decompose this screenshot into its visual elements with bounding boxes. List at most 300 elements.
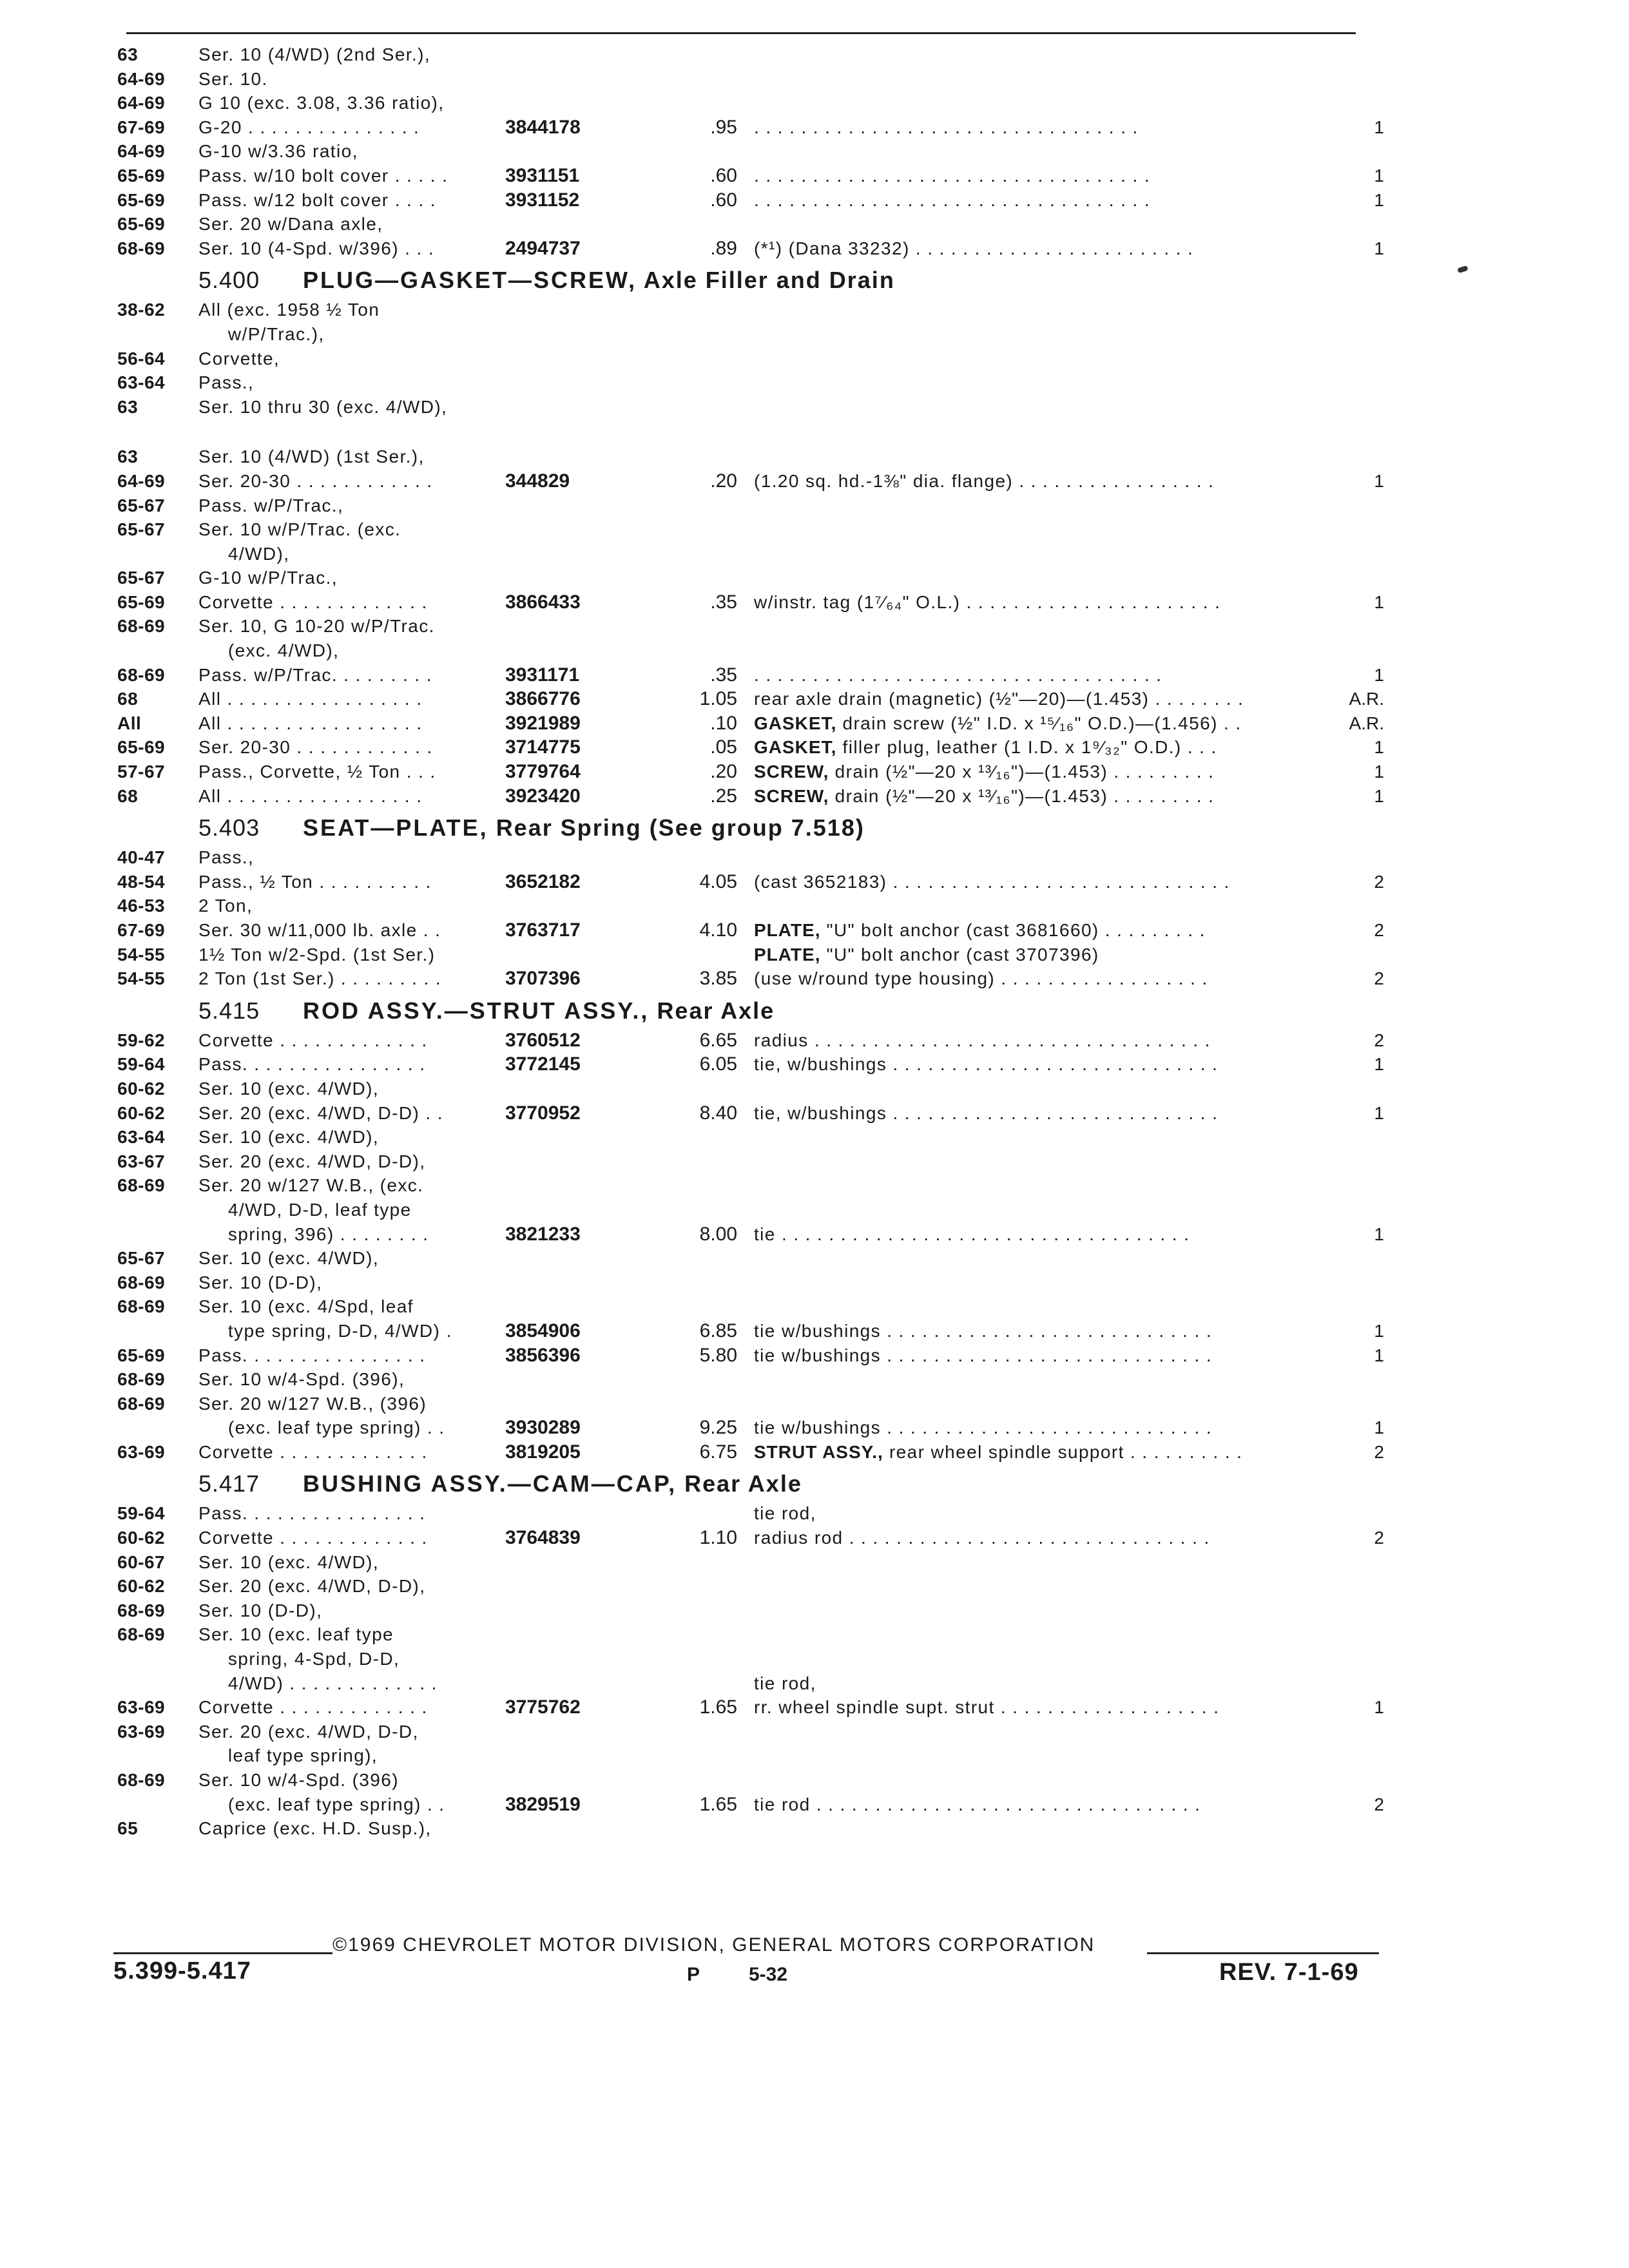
application: Ser. 20-30 . . . . . . . . . . . . — [198, 737, 433, 758]
application: type spring, D-D, 4/WD) . — [198, 1320, 452, 1341]
footer-rule-left — [113, 1952, 333, 1954]
description-text: drain screw (½" I.D. x ¹⁵⁄₁₆" O.D.)—(1.456) . . — [836, 713, 1242, 733]
section-title-main: PLUG—GASKET—SCREW, — [303, 267, 637, 294]
part-row — [0, 542, 1629, 566]
description-text: tie, w/bushings . . . . . . . . . . . . . . . . . . . . . . . . . . . . — [754, 1102, 1219, 1123]
quantity: 2 — [1374, 1030, 1384, 1050]
part-number: 3714775 — [505, 736, 581, 758]
model-years: 60-67 — [117, 1552, 166, 1572]
part-number: 3921989 — [505, 712, 581, 734]
description — [754, 943, 1099, 967]
application: leaf type spring), — [198, 1745, 378, 1766]
model-years: 65-67 — [117, 495, 166, 515]
section-title-main: SEAT—PLATE, — [303, 814, 488, 841]
section-title-main: ROD ASSY.—STRUT ASSY., — [303, 997, 650, 1024]
part-row — [0, 395, 1629, 419]
model-years: 57-67 — [117, 762, 166, 782]
section-number: 5.417 — [198, 1470, 260, 1497]
description — [754, 870, 1230, 894]
page-letter: P — [687, 1964, 700, 1985]
model-years: 65-69 — [117, 1345, 166, 1365]
application: Ser. 10 thru 30 (exc. 4/WD), — [198, 396, 448, 417]
description-text: tie rod . . . . . . . . . . . . . . . . . . . . . . . . . . . . . . . . . — [754, 1794, 1201, 1814]
part-row — [0, 1367, 1629, 1392]
price: 6.85 — [699, 1320, 737, 1341]
description-text: rear axle drain (magnetic) (½"—20)—(1.453) . . . . . . . . — [754, 689, 1244, 709]
description-text: . . . . . . . . . . . . . . . . . . . . . . . . . . . . . . . . . . . — [754, 664, 1162, 685]
section-title-sep — [488, 814, 496, 841]
application: Ser. 10 (D-D), — [198, 1600, 323, 1620]
revision-date: REV. 7-1-69 — [1219, 1959, 1359, 1986]
section-title-sub: Rear Axle — [657, 997, 775, 1024]
spacer — [0, 419, 1629, 445]
price: .20 — [710, 470, 737, 492]
model-years: 64-69 — [117, 470, 166, 491]
part-row — [0, 639, 1629, 663]
price: 8.00 — [699, 1223, 737, 1245]
price: .95 — [710, 116, 737, 138]
description-text: filler plug, leather (1 I.D. x 1⁹⁄₃₂" O.D.) . . . — [836, 737, 1217, 758]
application: Corvette, — [198, 348, 280, 369]
quantity: 1 — [1374, 189, 1384, 210]
part-number: 3707396 — [505, 968, 581, 990]
description — [754, 966, 1208, 991]
description-text: (1.20 sq. hd.-1⅜" dia. flange) . . . . . . . . . . . . . . . . . — [754, 470, 1215, 491]
description — [754, 469, 1214, 494]
part-row — [0, 347, 1629, 371]
part-row — [0, 1792, 1629, 1817]
part-row — [0, 1574, 1629, 1599]
description-text: (*¹) (Dana 33232) . . . . . . . . . . . . . . . . . . . . . . . . — [754, 238, 1194, 258]
part-row — [0, 918, 1629, 943]
description — [754, 1052, 1218, 1077]
part-row — [0, 1246, 1629, 1271]
application: Ser. 30 w/11,000 lb. axle . . — [198, 920, 441, 940]
description-keyword: STRUT ASSY., — [754, 1441, 883, 1462]
application: 2 Ton, — [198, 896, 253, 916]
quantity: A.R. — [1349, 689, 1384, 709]
part-row — [0, 870, 1629, 894]
description-keyword: GASKET, — [754, 737, 837, 758]
model-years: 68-69 — [117, 1393, 166, 1414]
description-keyword: GASKET, — [754, 713, 837, 733]
section-title-sep — [649, 997, 657, 1024]
part-row — [0, 1125, 1629, 1149]
part-row — [0, 1622, 1629, 1647]
part-row — [0, 1440, 1629, 1465]
application: (exc. leaf type spring) . . — [198, 1794, 445, 1814]
description-keyword: SCREW, — [754, 762, 829, 782]
part-row — [0, 517, 1629, 542]
part-row — [0, 1028, 1629, 1053]
part-row — [0, 322, 1629, 347]
description — [754, 735, 1217, 760]
description — [754, 711, 1242, 736]
part-row — [0, 1416, 1629, 1440]
description-text: . . . . . . . . . . . . . . . . . . . . . . . . . . . . . . . . . . — [754, 165, 1151, 186]
section-heading — [0, 1464, 1629, 1501]
description-text: tie, w/bushings . . . . . . . . . . . . . . . . . . . . . . . . . . . . — [754, 1054, 1219, 1075]
model-years: 64-69 — [117, 68, 166, 89]
application: Ser. 10 (exc. 4/WD), — [198, 1552, 380, 1572]
model-years: 63 — [117, 447, 139, 467]
application: Pass., — [198, 372, 255, 393]
price: 4.05 — [699, 870, 737, 892]
quantity: 1 — [1374, 737, 1384, 758]
description-text: "U" bolt anchor (cast 3681660) . . . . . . . . . — [820, 920, 1206, 940]
model-years: 38-62 — [117, 300, 166, 320]
application: 4/WD), — [198, 543, 290, 564]
section-title-sep — [677, 1470, 684, 1497]
description — [754, 918, 1206, 943]
model-years: 68-69 — [117, 1624, 166, 1645]
section-title — [303, 808, 865, 848]
model-years: 48-54 — [117, 871, 166, 892]
model-years: 65 — [117, 1818, 139, 1839]
model-years: 60-62 — [117, 1102, 166, 1123]
application: spring, 396) . . . . . . . . — [198, 1224, 429, 1244]
quantity: 2 — [1374, 871, 1384, 892]
description-text: drain (½"—20 x ¹³⁄₁₆")—(1.453) . . . . . . . . . — [829, 762, 1215, 782]
price: .89 — [710, 237, 737, 259]
application: Ser. 10 w/P/Trac. (exc. — [198, 519, 401, 540]
part-number: 3854906 — [505, 1320, 581, 1341]
description — [754, 1028, 1211, 1053]
application: Ser. 10 (exc. 4/Spd, leaf — [198, 1296, 414, 1317]
description — [754, 784, 1214, 809]
application: Ser. 10. — [198, 68, 268, 89]
application: Ser. 10 (4/WD) (1st Ser.), — [198, 447, 425, 467]
part-row — [0, 1052, 1629, 1077]
part-row — [0, 1768, 1629, 1792]
page-range: 5.399-5.417 — [113, 1957, 251, 1984]
description — [754, 590, 1220, 615]
price: 6.65 — [699, 1029, 737, 1051]
price: 5.80 — [699, 1344, 737, 1366]
part-row — [0, 1077, 1629, 1101]
model-years: 59-64 — [117, 1054, 166, 1075]
application: G-10 w/3.36 ratio, — [198, 141, 358, 162]
part-row — [0, 139, 1629, 164]
part-number: 3770952 — [505, 1102, 581, 1124]
description-text: "U" bolt anchor (cast 3707396) — [820, 944, 1099, 965]
application: G-20 . . . . . . . . . . . . . . . — [198, 117, 420, 137]
section-title — [303, 1464, 802, 1504]
part-row — [0, 236, 1629, 261]
part-row — [0, 298, 1629, 322]
quantity: 1 — [1374, 664, 1384, 685]
price: .60 — [710, 189, 737, 211]
model-years: 68 — [117, 689, 139, 709]
description — [754, 1671, 816, 1696]
part-row — [0, 687, 1629, 711]
model-years: 68-69 — [117, 664, 166, 685]
application: G 10 (exc. 3.08, 3.36 ratio), — [198, 93, 445, 113]
model-years: 63 — [117, 44, 139, 64]
part-row — [0, 663, 1629, 687]
application: Ser. 10, G 10-20 w/P/Trac. — [198, 616, 435, 637]
description — [754, 115, 1139, 140]
part-number: 3763717 — [505, 919, 581, 941]
description — [754, 1319, 1212, 1343]
model-years: 68-69 — [117, 238, 166, 258]
part-row — [0, 1198, 1629, 1222]
model-years: 63 — [117, 396, 139, 417]
application: Corvette . . . . . . . . . . . . . — [198, 1528, 428, 1548]
quantity: 1 — [1374, 1224, 1384, 1244]
description — [754, 1526, 1210, 1550]
part-row — [0, 943, 1629, 967]
description-text: tie rod, — [754, 1673, 816, 1693]
model-years: 63-69 — [117, 1441, 166, 1462]
part-row — [0, 1101, 1629, 1126]
part-row — [0, 845, 1629, 870]
part-row — [0, 1671, 1629, 1696]
part-row — [0, 43, 1629, 67]
quantity: 1 — [1374, 762, 1384, 782]
section-title — [303, 991, 775, 1031]
part-number: 3772145 — [505, 1053, 581, 1075]
part-row — [0, 1319, 1629, 1343]
model-years: 63-64 — [117, 1127, 166, 1148]
application: All (exc. 1958 ½ Ton — [198, 300, 380, 320]
model-years: 63-69 — [117, 1721, 166, 1742]
price: .20 — [710, 761, 737, 783]
model-years: 68-69 — [117, 1600, 166, 1620]
application: Pass. . . . . . . . . . . . . . . . — [198, 1054, 426, 1075]
part-row — [0, 188, 1629, 213]
section-title-sub: Rear Spring (See group 7.518) — [496, 814, 865, 841]
application: Ser. 10 w/4-Spd. (396), — [198, 1369, 405, 1390]
application: All . . . . . . . . . . . . . . . . . — [198, 785, 423, 806]
application: Corvette . . . . . . . . . . . . . — [198, 1697, 428, 1718]
quantity: 1 — [1374, 470, 1384, 491]
part-number: 3844178 — [505, 116, 581, 138]
part-row — [0, 1173, 1629, 1198]
part-row — [0, 711, 1629, 736]
description — [754, 1501, 816, 1526]
section-title — [303, 260, 895, 300]
application: (exc. leaf type spring) . . — [198, 1418, 445, 1438]
application: Ser. 10 (exc. 4/WD), — [198, 1078, 380, 1099]
quantity: 1 — [1374, 165, 1384, 186]
part-row — [0, 784, 1629, 809]
part-row — [0, 1526, 1629, 1550]
description-keyword: PLATE, — [754, 944, 821, 965]
part-number: 3764839 — [505, 1527, 581, 1549]
model-years: 64-69 — [117, 93, 166, 113]
application: 4/WD, D-D, leaf type — [198, 1199, 412, 1220]
section-number: 5.415 — [198, 997, 260, 1024]
model-years: 60-62 — [117, 1576, 166, 1597]
part-number: 3866776 — [505, 688, 581, 710]
model-years: 54-55 — [117, 944, 166, 965]
quantity: 1 — [1374, 1054, 1384, 1075]
application: Ser. 20 (exc. 4/WD, D-D, — [198, 1721, 419, 1742]
price: .35 — [710, 664, 737, 686]
description — [754, 1440, 1242, 1465]
application: (exc. 4/WD), — [198, 640, 340, 661]
quantity: 1 — [1374, 591, 1384, 612]
section-heading — [0, 808, 1629, 845]
model-years: 68 — [117, 785, 139, 806]
model-years: 68-69 — [117, 1369, 166, 1390]
part-number: 2494737 — [505, 237, 581, 259]
part-row — [0, 1343, 1629, 1368]
model-years: 65-67 — [117, 568, 166, 588]
description — [754, 1695, 1219, 1720]
part-row — [0, 67, 1629, 91]
top-rule — [126, 32, 1356, 34]
part-row — [0, 1149, 1629, 1174]
application: 4/WD) . . . . . . . . . . . . . — [198, 1673, 438, 1693]
application: Pass., — [198, 847, 255, 868]
model-years: 40-47 — [117, 847, 166, 868]
model-years: 59-62 — [117, 1030, 166, 1050]
model-years: 59-64 — [117, 1503, 166, 1524]
part-row — [0, 445, 1629, 469]
application: Pass. w/P/Trac. . . . . . . . . — [198, 664, 432, 685]
application: Ser. 10 (4/WD) (2nd Ser.), — [198, 44, 431, 64]
quantity: 2 — [1374, 968, 1384, 989]
part-row — [0, 1392, 1629, 1416]
description — [754, 1222, 1190, 1247]
section-heading — [0, 260, 1629, 298]
description-text: drain (½"—20 x ¹³⁄₁₆")—(1.453) . . . . . . . . . — [829, 785, 1215, 806]
description-text: rear wheel spindle support . . . . . . . . . . — [883, 1441, 1243, 1462]
model-years: 65-67 — [117, 1248, 166, 1269]
part-number: 3821233 — [505, 1223, 581, 1245]
part-number: 3819205 — [505, 1441, 581, 1463]
application: Caprice (exc. H.D. Susp.), — [198, 1818, 432, 1839]
quantity: 1 — [1374, 117, 1384, 137]
part-row — [0, 1222, 1629, 1247]
price: 1.65 — [699, 1696, 737, 1718]
description-text: radius rod . . . . . . . . . . . . . . . . . . . . . . . . . . . . . . . — [754, 1528, 1210, 1548]
description-text: rr. wheel spindle supt. strut . . . . . . . . . . . . . . . . . . . — [754, 1697, 1220, 1718]
description-text: tie w/bushings . . . . . . . . . . . . . . . . . . . . . . . . . . . . — [754, 1320, 1213, 1341]
model-years: 65-69 — [117, 591, 166, 612]
model-years: 65-67 — [117, 519, 166, 540]
description-text: . . . . . . . . . . . . . . . . . . . . . . . . . . . . . . . . . . — [754, 189, 1151, 210]
model-years: 54-55 — [117, 968, 166, 989]
price: 3.85 — [699, 968, 737, 990]
model-years: 68-69 — [117, 1770, 166, 1790]
model-years: 56-64 — [117, 348, 166, 369]
description-text: radius . . . . . . . . . . . . . . . . . . . . . . . . . . . . . . . . . . — [754, 1030, 1211, 1050]
part-number: 3923420 — [505, 785, 581, 807]
price: .35 — [710, 591, 737, 613]
application: Ser. 20 w/Dana axle, — [198, 214, 383, 235]
part-number: 3931151 — [505, 164, 580, 186]
application: Pass. . . . . . . . . . . . . . . . — [198, 1345, 426, 1365]
description-text: . . . . . . . . . . . . . . . . . . . . . . . . . . . . . . . . . — [754, 117, 1139, 137]
part-row — [0, 1550, 1629, 1575]
application: Ser. 10 (exc. 4/WD), — [198, 1127, 380, 1148]
price: .10 — [710, 712, 737, 734]
model-years: 64-69 — [117, 141, 166, 162]
application: Pass. w/10 bolt cover . . . . . — [198, 165, 448, 186]
model-years: 68-69 — [117, 1296, 166, 1317]
price: 6.75 — [699, 1441, 737, 1463]
part-number: 3866433 — [505, 591, 581, 613]
part-number: 3930289 — [505, 1417, 581, 1439]
quantity: 1 — [1374, 1697, 1384, 1718]
section-heading — [0, 991, 1629, 1028]
part-number: 3856396 — [505, 1344, 581, 1366]
price: .25 — [710, 785, 737, 807]
part-number: 3775762 — [505, 1696, 581, 1718]
model-years: 63-67 — [117, 1151, 166, 1171]
part-number: 3652182 — [505, 870, 581, 892]
price: 4.10 — [699, 919, 737, 941]
part-row — [0, 494, 1629, 518]
part-row — [0, 590, 1629, 615]
part-row — [0, 1501, 1629, 1526]
application: Ser. 20 w/127 W.B., (396) — [198, 1393, 427, 1414]
description — [754, 760, 1214, 784]
model-years: 68-69 — [117, 1272, 166, 1293]
section-title-main: BUSHING ASSY.—CAM—CAP, — [303, 1470, 677, 1497]
part-row — [0, 894, 1629, 918]
part-row — [0, 1720, 1629, 1744]
price: .05 — [710, 736, 737, 758]
quantity: 2 — [1374, 920, 1384, 940]
description — [754, 1416, 1212, 1440]
part-number: 3931171 — [505, 664, 580, 686]
description — [754, 236, 1193, 261]
price: 6.05 — [699, 1053, 737, 1075]
part-row — [0, 760, 1629, 784]
part-number: 3760512 — [505, 1029, 581, 1051]
model-years: 65-69 — [117, 214, 166, 235]
model-years: 68-69 — [117, 616, 166, 637]
application: Ser. 20 (exc. 4/WD, D-D), — [198, 1151, 426, 1171]
description — [754, 687, 1244, 711]
application: All . . . . . . . . . . . . . . . . . — [198, 689, 423, 709]
parts-list — [0, 43, 1629, 1841]
description — [754, 188, 1150, 213]
part-number: 3829519 — [505, 1793, 581, 1815]
application: Ser. 20 w/127 W.B., (exc. — [198, 1175, 424, 1196]
model-years: 65-69 — [117, 189, 166, 210]
application: Ser. 10 w/4-Spd. (396) — [198, 1770, 399, 1790]
description-text: w/instr. tag (1⁷⁄₆₄" O.L.) . . . . . . . . . . . . . . . . . . . . . . — [754, 591, 1221, 612]
description — [754, 663, 1162, 687]
part-row — [0, 469, 1629, 494]
model-years: 67-69 — [117, 117, 166, 137]
part-row — [0, 1816, 1629, 1841]
quantity: 1 — [1374, 1345, 1384, 1365]
description-keyword: SCREW, — [754, 785, 829, 806]
application: All . . . . . . . . . . . . . . . . . — [198, 713, 423, 733]
part-number: 3931152 — [505, 189, 580, 211]
application: Pass., ½ Ton . . . . . . . . . . — [198, 871, 432, 892]
model-years: 46-53 — [117, 896, 166, 916]
price: 1.10 — [699, 1527, 737, 1549]
application: Corvette . . . . . . . . . . . . . — [198, 1441, 428, 1462]
quantity: 1 — [1374, 1320, 1384, 1341]
application: Ser. 10 (exc. leaf type — [198, 1624, 394, 1645]
part-number: 344829 — [505, 470, 570, 492]
application: Pass. w/12 bolt cover . . . . — [198, 189, 436, 210]
model-years: 63-69 — [117, 1697, 166, 1718]
part-number: 3779764 — [505, 761, 581, 783]
quantity: 2 — [1374, 1528, 1384, 1548]
description-keyword: PLATE, — [754, 920, 821, 940]
application: 2 Ton (1st Ser.) . . . . . . . . . — [198, 968, 441, 989]
part-row — [0, 1695, 1629, 1720]
